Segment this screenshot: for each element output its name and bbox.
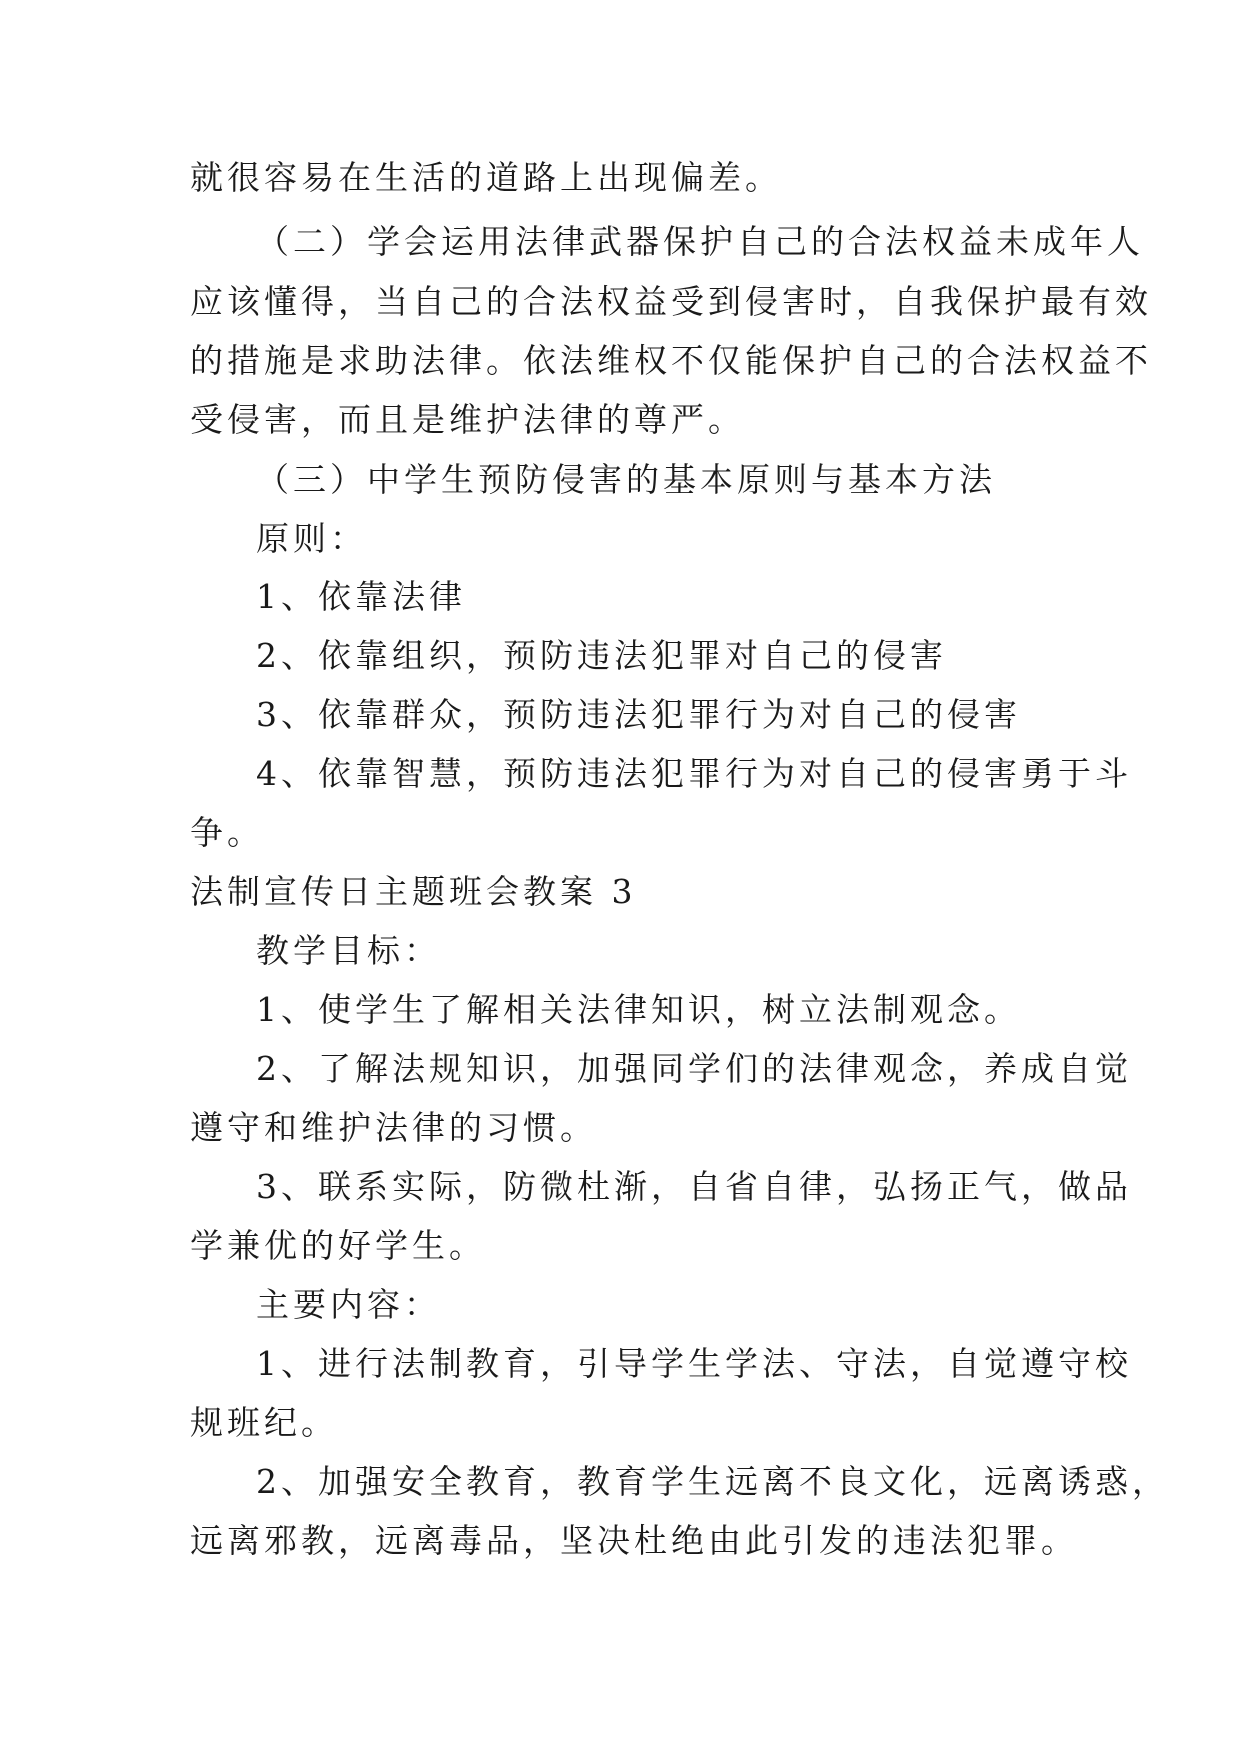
section-heading-2: （二）学会运用法律武器保护自己的合法权益未成年人 [256,222,1144,261]
objectives-label: 教学目标： [256,931,441,970]
text-line: 遵守和维护法律的习惯。 [190,1108,597,1147]
text-line: 就很容易在生活的道路上出现偏差。 [190,158,782,197]
text-line: 应该懂得，当自己的合法权益受到侵害时，自我保护最有效 [190,282,1152,321]
list-item: 3、依靠群众，预防违法犯罪行为对自己的侵害 [256,695,1021,734]
text-line: 受侵害，而且是维护法律的尊严。 [190,400,745,439]
text-line: 远离邪教，远离毒品，坚决杜绝由此引发的违法犯罪。 [190,1521,1078,1560]
principles-label: 原则： [256,519,367,558]
text-line: 的措施是求助法律。依法维权不仅能保护自己的合法权益不 [190,341,1152,380]
list-item: 1、进行法制教育，引导学生学法、守法，自觉遵守校 [256,1344,1132,1383]
text-line: 争。 [190,813,264,852]
lesson-plan-title: 法制宣传日主题班会教案 3 [190,872,637,911]
list-item: 3、联系实际，防微杜渐，自省自律，弘扬正气，做品 [256,1167,1132,1206]
main-content-label: 主要内容： [256,1285,441,1324]
list-item: 1、依靠法律 [256,577,466,616]
list-item: 1、使学生了解相关法律知识，树立法制观念。 [256,990,1021,1029]
list-item: 2、了解法规知识，加强同学们的法律观念，养成自觉 [256,1049,1132,1088]
text-line: 规班纪。 [190,1403,338,1442]
list-item: 2、依靠组织，预防违法犯罪对自己的侵害 [256,636,947,675]
text-line: 学兼优的好学生。 [190,1226,486,1265]
list-item: 4、依靠智慧，预防违法犯罪行为对自己的侵害勇于斗 [256,754,1132,793]
section-heading-3: （三）中学生预防侵害的基本原则与基本方法 [256,460,996,499]
list-item: 2、加强安全教育，教育学生远离不良文化，远离诱惑， [256,1462,1169,1501]
